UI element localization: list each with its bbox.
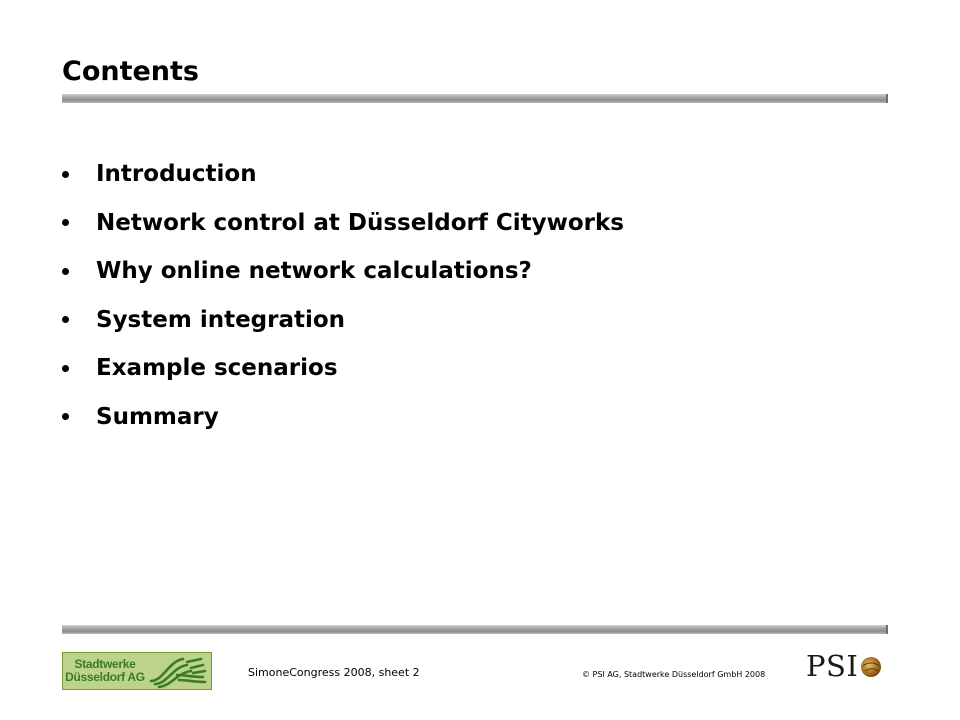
bullet-icon [62,268,69,275]
list-item [62,296,624,345]
slide-title: Contents [62,56,200,87]
bullet-icon [62,413,69,420]
bullet-text: Example scenarios [96,355,338,382]
list-item [62,344,624,393]
list-item [62,247,624,296]
stadtwerke-wave-icon [147,653,209,689]
bullet-icon [62,171,69,178]
title-divider [62,94,888,103]
stadtwerke-logo-line2: Düsseldorf AG [65,670,145,684]
bullet-icon [62,365,69,372]
stadtwerke-logo [62,652,212,690]
bullet-text: Introduction [96,161,257,188]
bullet-text: Network control at Düsseldorf Cityworks [96,209,624,236]
psi-logo-text: PSI [806,649,859,683]
bullet-text: Summary [96,403,219,430]
footer-sheet-label: SimoneCongress 2008, sheet 2 [248,666,420,679]
contents-list [62,150,624,441]
stadtwerke-logo-line1: Stadtwerke [74,657,136,671]
stadtwerke-logo-text [63,658,147,684]
list-item [62,199,624,248]
footer-copyright: © PSI AG, Stadtwerke Düsseldorf GmbH 2008 [582,670,766,679]
bullet-text: System integration [96,306,346,333]
list-item [62,150,624,199]
bullet-text: Why online network calculations? [96,258,532,285]
psi-logo [806,648,888,684]
bullet-icon [62,219,69,226]
bullet-icon [62,316,69,323]
footer-divider [62,625,888,634]
list-item [62,393,624,442]
psi-globe-icon [859,653,883,679]
